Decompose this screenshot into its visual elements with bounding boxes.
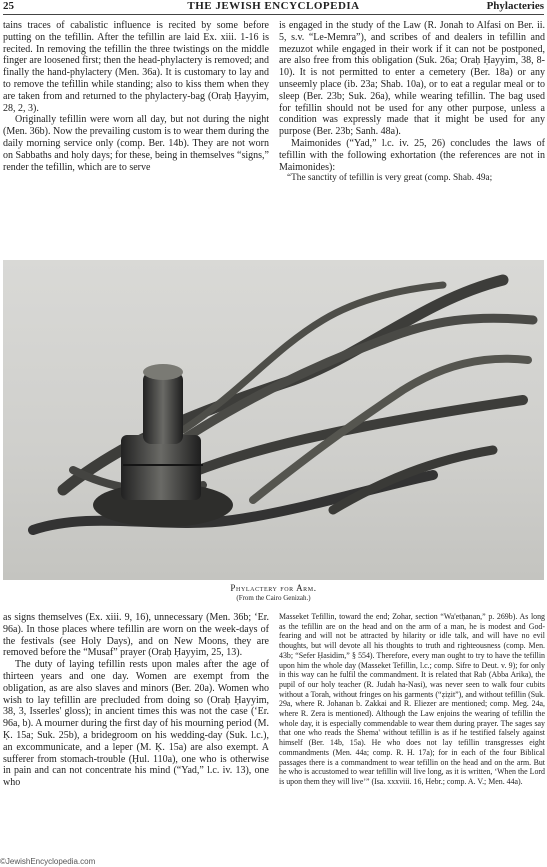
page-number: 25	[3, 0, 14, 12]
paragraph: tains traces of cabalistic influence is recited by some before putting on the tefillin. After the tefillin are laid Ex. xiii. 1-16 is recited. In removing the tefillin the three twistings on the middle finger are loosened first; then the head-phylactery is removed; and finally the hand-phylactery (Men. 36a). It is customary to lay and to remove the tefillin while standing; also to kiss them when they are taken from and returned to the phylactery-bag (Oraḥ Ḥayyim, 28, 2, 3).	[3, 20, 269, 114]
running-title: THE JEWISH ENCYCLOPEDIA	[187, 0, 360, 12]
paragraph: Maimonides (“Yad,” l.c. iv. 25, 26) concludes the laws of tefillin with the following exhortation (the references are not in Maimonides):	[279, 137, 545, 173]
copyright-footer: ©JewishEncyclopedia.com	[0, 857, 96, 866]
section-title: Phylacteries	[486, 0, 544, 12]
phylactery-image	[3, 260, 544, 580]
caption-title: Phylactery for Arm.	[230, 583, 317, 593]
paragraph: The duty of laying tefillin rests upon males after the age of thirteen years and one day. Women are exempt from the obligation, as are also slaves and minors (Ber. 20a). Women who wish to lay tefillin are precluded from doing so (Oraḥ Ḥayyim, 38, 3, Isserles' gloss); in ancient times this was not the case (‘Er. 96a, b). A mourner during the first day of his mourning period (M. Ḳ. 15a; Suk. 25b), a bridegroom on his wedding-day (Suk. l.c.), an excommunicate, and a leper (M. Ḳ. 15a) are also exempt. A sufferer from stomach-trouble (Ḥul. 110a), one who is otherwise in pain and can not concentrate his mind (“Yad,” l.c. iv. 13), one who	[3, 659, 269, 789]
phylactery-photo	[3, 260, 544, 580]
column-bottom-left	[3, 612, 269, 789]
paragraph: Originally tefillin were worn all day, but not during the night (Men. 36b). Now the prevailing custom is to wear them during the daily morning service only (comp. Ber. 14b). They are not worn on Sabbaths and holy days; for these, being in themselves “signs,” render the tefillin, which are to serve	[3, 114, 269, 173]
column-top-left	[3, 20, 269, 173]
paragraph: Masseket Tefillin, toward the end; Zohar, section “Wa'etḥanan,” p. 269b). As long as the tefillin are on the head and on the arm of a man, he is modest and God-fearing and will not be attracted by hilarity or idle talk, and will have no evil thoughts, but will devote all his thoughts to truth and righteousness (comp. Men. 43b; “Sefer Ḥasidim,” § 554). Therefore, every man ought to try to have the tefillin upon him the whole day (Masseket Tefillin, l.c.; comp. Sifre to Deut. v. 9); for only in this way can he fulfil the commandment. It is related that Rab (Abba Arika), the pupil of our holy teacher (R. Judah ha-Nasi), was never seen to walk four cubits without a Torah, without fringes on his garments (“ẓiẓit”), and without tefillin (Suk. 29a, where R. Johanan b. Zakkai and R. Eliezer are mentioned; comp. Meg. 24a, where R. Zera is mentioned). Although the Law enjoins the wearing of tefillin the whole day, it is especially commendable to wear them during prayer. The sages say that one who reads the Shema' without tefillin is as if he testified falsely against himself (Ber. 14b, 15a). He who does not lay tefillin transgresses eight commandments (Men. 44a; comp. R. H. 17a); for in each of the four Biblical passages there is a commandment to wear tefillin on the head and on the arm. But he who is accustomed to wear tefillin will live long, as it is written, ‘When the Lord is upon them they will live’” (Isa. xxxviii. 16, Hebr.; comp. A. V.; Men. 44a).	[279, 612, 545, 786]
figure-caption	[3, 583, 544, 602]
page-header	[3, 0, 544, 15]
caption-credit: (From the Cairo Genizah.)	[236, 594, 311, 602]
column-bottom-right	[279, 612, 545, 787]
column-top-right	[279, 20, 545, 185]
paragraph: is engaged in the study of the Law (R. Jonah to Alfasi on Ber. ii. 5, s.v. “Le-Memra”), and scribes of and dealers in tefillin and mezuzot while engaged in their work if it can not be postponed, are also free from this obligation (Suk. 26a; Oraḥ Ḥayyim, 38, 8-10). It is not permitted to enter a cemetery (Ber. 18a) or any unseemly place (ib. 23a; Shab. 10a), or to eat a regular meal or to sleep (Ber. 23b; Suk. 26a), while wearing tefillin. The bag used for tefillin should not be used for any other purpose, unless a condition was expressly made that it might be used for any purpose (Ber. 23b; Sanh. 48a).	[279, 20, 545, 138]
quotation: “The sanctity of tefillin is very great (comp. Shab. 49a;	[287, 173, 493, 184]
paragraph: as signs themselves (Ex. xiii. 9, 16), unnecessary (Men. 36b; ‘Er. 96a). In those places where tefillin are worn on the week-days of the festivals (see Holy Days), and on New Moons, they are removed before the “Musaf” prayer (Oraḥ Ḥayyim, 25, 13).	[3, 612, 269, 659]
